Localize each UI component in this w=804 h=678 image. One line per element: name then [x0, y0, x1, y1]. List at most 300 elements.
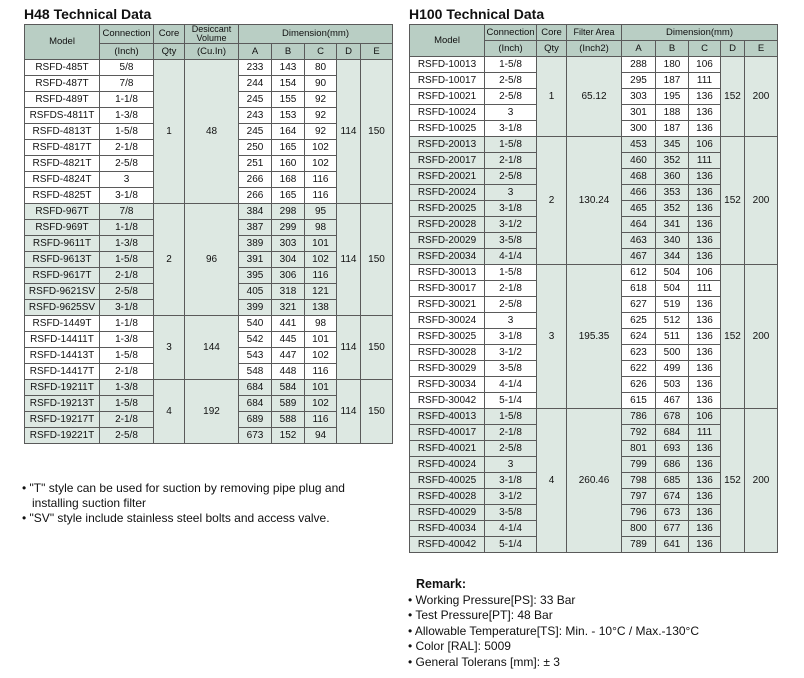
- dim-c-cell: 136: [689, 329, 721, 345]
- model-cell: RSFD-30029: [410, 361, 485, 377]
- dim-c-cell: 111: [689, 281, 721, 297]
- connection-cell: 7/8: [100, 204, 154, 220]
- dim-c-cell: 106: [689, 265, 721, 281]
- connection-cell: 1-5/8: [485, 57, 537, 73]
- dim-b-cell: 353: [656, 185, 689, 201]
- core-qty-cell: 1: [537, 57, 567, 137]
- desiccant-volume-cell: 144: [185, 316, 239, 380]
- dim-b-cell: 143: [272, 60, 305, 76]
- connection-cell: 1-5/8: [485, 409, 537, 425]
- dim-b-cell: 500: [656, 345, 689, 361]
- dim-a-cell: 801: [622, 441, 656, 457]
- model-cell: RSFD-40021: [410, 441, 485, 457]
- dim-a-cell: 797: [622, 489, 656, 505]
- model-cell: RSFD-14411T: [25, 332, 100, 348]
- connection-cell: 5-1/4: [485, 537, 537, 553]
- dim-c-cell: 136: [689, 457, 721, 473]
- model-cell: RSFD-20028: [410, 217, 485, 233]
- dim-d-cell: 152: [721, 409, 745, 553]
- dim-a-cell: 243: [239, 108, 272, 124]
- dim-c-cell: 101: [305, 332, 337, 348]
- connection-cell: 3-1/8: [100, 300, 154, 316]
- h100-header-dimension: Dimension(mm): [622, 25, 778, 41]
- dim-b-cell: 447: [272, 348, 305, 364]
- connection-cell: 1-3/8: [100, 332, 154, 348]
- dim-c-cell: 102: [305, 252, 337, 268]
- dim-c-cell: 90: [305, 76, 337, 92]
- dim-a-cell: 624: [622, 329, 656, 345]
- model-cell: RSFD-969T: [25, 220, 100, 236]
- model-cell: RSFD-30013: [410, 265, 485, 281]
- dim-a-cell: 625: [622, 313, 656, 329]
- dim-b-cell: 504: [656, 281, 689, 297]
- model-cell: RSFD-9621SV: [25, 284, 100, 300]
- h48-title: H48 Technical Data: [24, 6, 152, 22]
- connection-cell: 7/8: [100, 76, 154, 92]
- dim-c-cell: 102: [305, 140, 337, 156]
- dim-b-cell: 686: [656, 457, 689, 473]
- dim-a-cell: 245: [239, 92, 272, 108]
- h100-header-a: A: [622, 41, 656, 57]
- connection-cell: 3: [100, 172, 154, 188]
- dim-a-cell: 799: [622, 457, 656, 473]
- h48-header-core: Core: [154, 25, 185, 44]
- dim-b-cell: 165: [272, 140, 305, 156]
- dim-a-cell: 460: [622, 153, 656, 169]
- connection-cell: 3: [485, 105, 537, 121]
- dim-b-cell: 188: [656, 105, 689, 121]
- dim-b-cell: 673: [656, 505, 689, 521]
- dim-e-cell: 150: [361, 60, 393, 204]
- dim-a-cell: 684: [239, 396, 272, 412]
- model-cell: RSFD-485T: [25, 60, 100, 76]
- remark-item: • Allowable Temperature[TS]: Min. - 10°C / Max.-130°C: [408, 623, 700, 638]
- dim-c-cell: 136: [689, 313, 721, 329]
- model-cell: RSFD-10021: [410, 89, 485, 105]
- dim-b-cell: 352: [656, 153, 689, 169]
- dim-a-cell: 295: [622, 73, 656, 89]
- connection-cell: 3-1/8: [485, 121, 537, 137]
- core-qty-cell: 1: [154, 60, 185, 204]
- connection-cell: 3: [485, 457, 537, 473]
- dim-c-cell: 116: [305, 268, 337, 284]
- dim-c-cell: 101: [305, 380, 337, 396]
- remark-item: • Working Pressure[PS]: 33 Bar: [408, 592, 576, 607]
- connection-cell: 3-1/8: [485, 201, 537, 217]
- dim-a-cell: 540: [239, 316, 272, 332]
- connection-cell: 1-1/8: [100, 92, 154, 108]
- dim-a-cell: 627: [622, 297, 656, 313]
- dim-b-cell: 164: [272, 124, 305, 140]
- dim-c-cell: 102: [305, 396, 337, 412]
- model-cell: RSFD-20034: [410, 249, 485, 265]
- remark-item: • General Tolerans [mm]: ± 3: [408, 654, 560, 669]
- model-cell: RSFD-14413T: [25, 348, 100, 364]
- dim-c-cell: 136: [689, 105, 721, 121]
- remark-item: • Color [RAL]: 5009: [408, 639, 511, 653]
- h48-header-dimension: Dimension(mm): [239, 25, 393, 44]
- h100-section: [409, 6, 778, 553]
- h48-section: [24, 6, 393, 444]
- model-cell: RSFD-4813T: [25, 124, 100, 140]
- dim-b-cell: 165: [272, 188, 305, 204]
- connection-cell: 1-3/8: [100, 380, 154, 396]
- dim-a-cell: 464: [622, 217, 656, 233]
- dim-a-cell: 548: [239, 364, 272, 380]
- model-cell: RSFD-4825T: [25, 188, 100, 204]
- model-cell: RSFD-9625SV: [25, 300, 100, 316]
- dim-b-cell: 360: [656, 169, 689, 185]
- remark-text: Allowable Temperature[TS]: Min. - 10°C / Max.-130°C: [414, 623, 700, 638]
- dim-a-cell: 301: [622, 105, 656, 121]
- dim-a-cell: 300: [622, 121, 656, 137]
- dim-d-cell: 152: [721, 265, 745, 409]
- h48-header-e: E: [361, 44, 393, 60]
- dim-d-cell: 114: [337, 316, 361, 380]
- dim-c-cell: 136: [689, 297, 721, 313]
- model-cell: RSFD-30028: [410, 345, 485, 361]
- dim-b-cell: 441: [272, 316, 305, 332]
- connection-cell: 1-3/8: [100, 236, 154, 252]
- filter-area-cell: 130.24: [567, 137, 622, 265]
- connection-cell: 1-5/8: [485, 137, 537, 153]
- model-cell: RSFD-40013: [410, 409, 485, 425]
- dim-b-cell: 584: [272, 380, 305, 396]
- dim-a-cell: 245: [239, 124, 272, 140]
- remark-section: [408, 577, 699, 670]
- dim-e-cell: 150: [361, 204, 393, 316]
- dim-b-cell: 511: [656, 329, 689, 345]
- connection-cell: 1-5/8: [100, 348, 154, 364]
- dim-b-cell: 588: [272, 412, 305, 428]
- dim-b-cell: 448: [272, 364, 305, 380]
- h100-title: H100 Technical Data: [409, 6, 545, 22]
- filter-area-cell: 195.35: [567, 265, 622, 409]
- dim-c-cell: 102: [305, 156, 337, 172]
- connection-cell: 4-1/4: [485, 377, 537, 393]
- model-cell: RSFD-40028: [410, 489, 485, 505]
- model-cell: RSFD-40017: [410, 425, 485, 441]
- table-row: [25, 60, 393, 76]
- note-text: installing suction filter: [32, 496, 147, 510]
- model-cell: RSFD-20021: [410, 169, 485, 185]
- dim-b-cell: 504: [656, 265, 689, 281]
- model-cell: RSFD-30025: [410, 329, 485, 345]
- dim-c-cell: 116: [305, 172, 337, 188]
- note-item: • "T" style can be used for suction by removing pipe plug and: [22, 481, 345, 495]
- dim-c-cell: 106: [689, 137, 721, 153]
- dim-a-cell: 453: [622, 137, 656, 153]
- connection-cell: 1-5/8: [100, 124, 154, 140]
- dim-c-cell: 106: [689, 57, 721, 73]
- model-cell: RSFD-967T: [25, 204, 100, 220]
- dim-c-cell: 98: [305, 220, 337, 236]
- h48-header-model: Model: [25, 25, 100, 60]
- connection-cell: 2-1/8: [100, 364, 154, 380]
- dim-a-cell: 467: [622, 249, 656, 265]
- model-cell: RSFD-30042: [410, 393, 485, 409]
- model-cell: RSFD-10024: [410, 105, 485, 121]
- model-cell: RSFD-10013: [410, 57, 485, 73]
- h100-header-connection: Connection: [485, 25, 537, 41]
- dim-d-cell: 114: [337, 204, 361, 316]
- dim-c-cell: 102: [305, 348, 337, 364]
- dim-c-cell: 106: [689, 409, 721, 425]
- dim-a-cell: 465: [622, 201, 656, 217]
- dim-c-cell: 111: [689, 153, 721, 169]
- model-cell: RSFDS-4811T: [25, 108, 100, 124]
- dim-a-cell: 673: [239, 428, 272, 444]
- table-row: [25, 316, 393, 332]
- dim-c-cell: 136: [689, 441, 721, 457]
- model-cell: RSFD-9611T: [25, 236, 100, 252]
- model-cell: RSFD-40042: [410, 537, 485, 553]
- desiccant-volume-cell: 96: [185, 204, 239, 316]
- dim-a-cell: 542: [239, 332, 272, 348]
- h100-table: [409, 24, 778, 553]
- dim-c-cell: 95: [305, 204, 337, 220]
- dim-a-cell: 244: [239, 76, 272, 92]
- dim-b-cell: 685: [656, 473, 689, 489]
- dim-b-cell: 187: [656, 73, 689, 89]
- dim-e-cell: 200: [745, 137, 778, 265]
- table-row: [410, 409, 778, 425]
- dim-e-cell: 200: [745, 265, 778, 409]
- connection-cell: 2-5/8: [485, 169, 537, 185]
- dim-b-cell: 445: [272, 332, 305, 348]
- connection-cell: 2-1/8: [100, 268, 154, 284]
- model-cell: RSFD-487T: [25, 76, 100, 92]
- dim-c-cell: 136: [689, 489, 721, 505]
- dim-a-cell: 796: [622, 505, 656, 521]
- h48-table-body: [25, 60, 393, 444]
- dim-a-cell: 251: [239, 156, 272, 172]
- model-cell: RSFD-40024: [410, 457, 485, 473]
- connection-cell: 2-5/8: [485, 89, 537, 105]
- connection-cell: 2-5/8: [485, 297, 537, 313]
- h48-header-b: B: [272, 44, 305, 60]
- connection-cell: 3-5/8: [485, 361, 537, 377]
- dim-b-cell: 155: [272, 92, 305, 108]
- connection-cell: 2-1/8: [100, 412, 154, 428]
- dim-a-cell: 618: [622, 281, 656, 297]
- h48-header-a: A: [239, 44, 272, 60]
- connection-cell: 5/8: [100, 60, 154, 76]
- dim-b-cell: 195: [656, 89, 689, 105]
- dim-c-cell: 92: [305, 124, 337, 140]
- note-item-continued: [22, 496, 345, 511]
- dim-c-cell: 136: [689, 233, 721, 249]
- model-cell: RSFD-20024: [410, 185, 485, 201]
- dim-e-cell: 150: [361, 316, 393, 380]
- dim-a-cell: 623: [622, 345, 656, 361]
- connection-cell: 2-5/8: [100, 284, 154, 300]
- dim-d-cell: 114: [337, 60, 361, 204]
- model-cell: RSFD-19213T: [25, 396, 100, 412]
- note-text: "SV" style include stainless steel bolts and access valve.: [29, 511, 330, 525]
- core-qty-cell: 3: [154, 316, 185, 380]
- dim-b-cell: 187: [656, 121, 689, 137]
- core-qty-cell: 3: [537, 265, 567, 409]
- connection-cell: 2-1/8: [100, 140, 154, 156]
- dim-a-cell: 303: [622, 89, 656, 105]
- dim-c-cell: 136: [689, 201, 721, 217]
- dim-b-cell: 693: [656, 441, 689, 457]
- model-cell: RSFD-30024: [410, 313, 485, 329]
- dim-c-cell: 94: [305, 428, 337, 444]
- dim-c-cell: 136: [689, 361, 721, 377]
- dim-b-cell: 318: [272, 284, 305, 300]
- h48-header-volume: Desiccant Volume: [185, 25, 239, 44]
- dim-c-cell: 98: [305, 316, 337, 332]
- dim-c-cell: 136: [689, 345, 721, 361]
- connection-cell: 3-1/2: [485, 489, 537, 505]
- dim-a-cell: 387: [239, 220, 272, 236]
- dim-e-cell: 150: [361, 380, 393, 444]
- core-qty-cell: 2: [537, 137, 567, 265]
- connection-cell: 2-5/8: [485, 73, 537, 89]
- dim-b-cell: 352: [656, 201, 689, 217]
- connection-cell: 4-1/4: [485, 521, 537, 537]
- connection-cell: 3-1/8: [485, 329, 537, 345]
- connection-cell: 3-5/8: [485, 505, 537, 521]
- connection-cell: 3: [485, 313, 537, 329]
- connection-cell: 2-1/8: [485, 281, 537, 297]
- dim-d-cell: 152: [721, 137, 745, 265]
- connection-cell: 2-1/8: [485, 425, 537, 441]
- h100-header-filter-unit: (Inch2): [567, 41, 622, 57]
- dim-b-cell: 345: [656, 137, 689, 153]
- connection-cell: 1-1/8: [100, 316, 154, 332]
- table-row: [25, 380, 393, 396]
- desiccant-volume-cell: 48: [185, 60, 239, 204]
- table-row: [410, 137, 778, 153]
- dim-b-cell: 180: [656, 57, 689, 73]
- core-qty-cell: 4: [154, 380, 185, 444]
- dim-d-cell: 152: [721, 57, 745, 137]
- dim-a-cell: 391: [239, 252, 272, 268]
- connection-cell: 1-5/8: [485, 265, 537, 281]
- dim-c-cell: 136: [689, 521, 721, 537]
- dim-c-cell: 116: [305, 412, 337, 428]
- dim-a-cell: 800: [622, 521, 656, 537]
- dim-a-cell: 789: [622, 537, 656, 553]
- model-cell: RSFD-489T: [25, 92, 100, 108]
- model-cell: RSFD-40025: [410, 473, 485, 489]
- connection-cell: 3-5/8: [485, 233, 537, 249]
- h100-header-core-unit: Qty: [537, 41, 567, 57]
- dim-a-cell: 615: [622, 393, 656, 409]
- note-item: • "SV" style include stainless steel bolts and access valve.: [22, 511, 330, 525]
- model-cell: RSFD-20025: [410, 201, 485, 217]
- connection-cell: 3-1/8: [485, 473, 537, 489]
- model-cell: RSFD-1449T: [25, 316, 100, 332]
- connection-cell: 2-5/8: [485, 441, 537, 457]
- connection-cell: 3-1/2: [485, 217, 537, 233]
- dim-c-cell: 101: [305, 236, 337, 252]
- dim-a-cell: 399: [239, 300, 272, 316]
- dim-c-cell: 136: [689, 169, 721, 185]
- dim-c-cell: 136: [689, 217, 721, 233]
- remark-text: Color [RAL]: 5009: [415, 639, 511, 653]
- dim-b-cell: 168: [272, 172, 305, 188]
- h100-header-model: Model: [410, 25, 485, 57]
- model-cell: RSFD-30021: [410, 297, 485, 313]
- h48-header-d: D: [337, 44, 361, 60]
- model-cell: RSFD-19211T: [25, 380, 100, 396]
- dim-c-cell: 111: [689, 73, 721, 89]
- dim-b-cell: 499: [656, 361, 689, 377]
- h48-table: [24, 24, 393, 444]
- dim-a-cell: 266: [239, 172, 272, 188]
- connection-cell: 3: [485, 185, 537, 201]
- dim-b-cell: 303: [272, 236, 305, 252]
- dim-b-cell: 684: [656, 425, 689, 441]
- dim-b-cell: 589: [272, 396, 305, 412]
- dim-a-cell: 250: [239, 140, 272, 156]
- h100-header-c: C: [689, 41, 721, 57]
- h100-header-filter: Filter Area: [567, 25, 622, 41]
- dim-c-cell: 136: [689, 537, 721, 553]
- dim-a-cell: 689: [239, 412, 272, 428]
- desiccant-volume-cell: 192: [185, 380, 239, 444]
- h100-header-b: B: [656, 41, 689, 57]
- dim-d-cell: 114: [337, 380, 361, 444]
- dim-b-cell: 298: [272, 204, 305, 220]
- dim-a-cell: 792: [622, 425, 656, 441]
- dim-a-cell: 466: [622, 185, 656, 201]
- remark-text: Test Pressure[PT]: 48 Bar: [415, 608, 553, 622]
- dim-a-cell: 384: [239, 204, 272, 220]
- dim-b-cell: 674: [656, 489, 689, 505]
- model-cell: RSFD-40034: [410, 521, 485, 537]
- dim-b-cell: 519: [656, 297, 689, 313]
- model-cell: RSFD-30017: [410, 281, 485, 297]
- table-row: [410, 57, 778, 73]
- h100-header-d: D: [721, 41, 745, 57]
- dim-a-cell: 288: [622, 57, 656, 73]
- h48-header-volume-unit: (Cu.In): [185, 44, 239, 60]
- model-cell: RSFD-9613T: [25, 252, 100, 268]
- dim-b-cell: 306: [272, 268, 305, 284]
- dim-c-cell: 92: [305, 108, 337, 124]
- dim-a-cell: 798: [622, 473, 656, 489]
- dim-b-cell: 152: [272, 428, 305, 444]
- dim-b-cell: 641: [656, 537, 689, 553]
- model-cell: RSFD-20013: [410, 137, 485, 153]
- dim-b-cell: 512: [656, 313, 689, 329]
- dim-b-cell: 321: [272, 300, 305, 316]
- connection-cell: 5-1/4: [485, 393, 537, 409]
- h48-header-c: C: [305, 44, 337, 60]
- dim-c-cell: 136: [689, 473, 721, 489]
- dim-a-cell: 389: [239, 236, 272, 252]
- h48-header-connection-unit: (Inch): [100, 44, 154, 60]
- dim-b-cell: 153: [272, 108, 305, 124]
- dim-c-cell: 136: [689, 89, 721, 105]
- connection-cell: 1-5/8: [100, 252, 154, 268]
- dim-e-cell: 200: [745, 57, 778, 137]
- model-cell: RSFD-30034: [410, 377, 485, 393]
- dim-b-cell: 299: [272, 220, 305, 236]
- dim-b-cell: 160: [272, 156, 305, 172]
- dim-a-cell: 266: [239, 188, 272, 204]
- dim-b-cell: 341: [656, 217, 689, 233]
- model-cell: RSFD-20029: [410, 233, 485, 249]
- dim-b-cell: 467: [656, 393, 689, 409]
- dim-c-cell: 80: [305, 60, 337, 76]
- connection-cell: 3-1/8: [100, 188, 154, 204]
